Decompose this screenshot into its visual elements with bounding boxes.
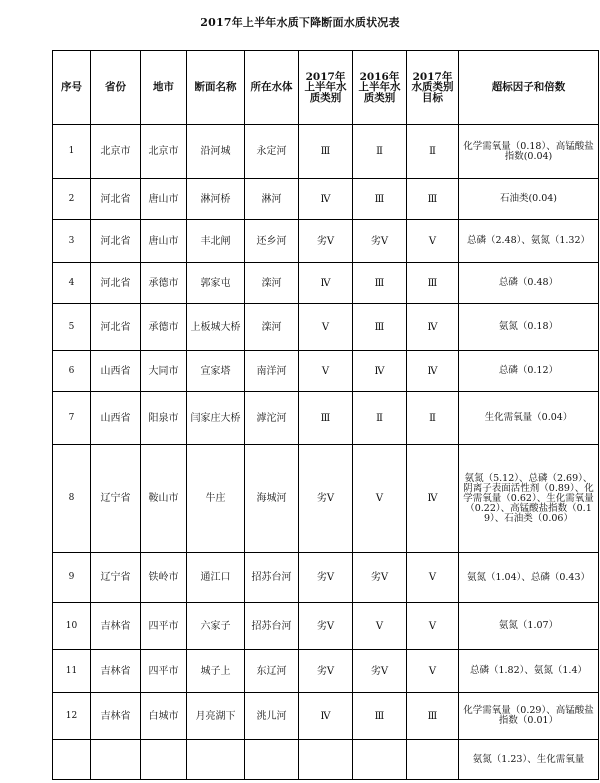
cell-section: 牛庄 (187, 445, 245, 553)
table-row (53, 603, 599, 650)
cell-q2017: 劣Ⅴ (299, 603, 353, 650)
header-section: 断面名称 (187, 51, 245, 125)
cell-target: Ⅱ (407, 125, 459, 179)
table-row (53, 445, 599, 553)
header-city: 地市 (141, 51, 187, 125)
cell-factors: 化学需氧量（0.29）、高锰酸盐指数（0.01） (459, 693, 599, 740)
table-row (53, 304, 599, 351)
cell-section: 城子上 (187, 650, 245, 693)
header-water: 所在水体 (245, 51, 299, 125)
cell-target: Ⅲ (407, 179, 459, 220)
cell-section: 月亮湖下 (187, 693, 245, 740)
cell-province: 吉林省 (91, 650, 141, 693)
cell-idx: 2 (53, 179, 91, 220)
cell-factors: 化学需氧量（0.18）、高锰酸盐指数(0.04) (459, 125, 599, 179)
cell-idx: 7 (53, 392, 91, 445)
header-idx: 序号 (53, 51, 91, 125)
cell-city: 白城市 (141, 693, 187, 740)
table-row (53, 553, 599, 603)
cell-water: 招苏台河 (245, 553, 299, 603)
cell-q2017: Ⅲ (299, 125, 353, 179)
cell-province: 河北省 (91, 220, 141, 263)
table-row (53, 650, 599, 693)
cell-section: 闫家庄大桥 (187, 392, 245, 445)
cell-factors: 石油类(0.04) (459, 179, 599, 220)
cell-q2016 (353, 740, 407, 780)
cell-q2016: Ⅱ (353, 125, 407, 179)
cell-idx: 11 (53, 650, 91, 693)
cell-q2016: Ⅳ (353, 351, 407, 392)
cell-province: 辽宁省 (91, 445, 141, 553)
cell-factors: 氨氮（1.07） (459, 603, 599, 650)
cell-q2016: Ⅲ (353, 263, 407, 304)
header-row (53, 51, 599, 125)
cell-water: 滦河 (245, 263, 299, 304)
cell-province: 吉林省 (91, 693, 141, 740)
cell-water: 东辽河 (245, 650, 299, 693)
header-q2017h1: 2017年上半年水质类别 (299, 51, 353, 125)
cell-q2016: Ⅲ (353, 179, 407, 220)
cell-target: Ⅳ (407, 351, 459, 392)
cell-province: 辽宁省 (91, 553, 141, 603)
cell-q2017: Ⅴ (299, 351, 353, 392)
cell-city: 承德市 (141, 263, 187, 304)
cell-section: 郭家屯 (187, 263, 245, 304)
cell-section: 上板城大桥 (187, 304, 245, 351)
cell-province: 北京市 (91, 125, 141, 179)
cell-water: 还乡河 (245, 220, 299, 263)
table-row (53, 693, 599, 740)
cell-factors: 总磷（1.82）、氨氮（1.4） (459, 650, 599, 693)
cell-q2016: Ⅲ (353, 304, 407, 351)
cell-factors: 氨氮（5.12）、总磷（2.69）、阴离子表面活性剂（0.89）、化学需氧量（0.62）、生化需氧量（0.22）、高锰酸盐指数（0.19）、石油类（0.06） (459, 445, 599, 553)
cell-target: Ⅲ (407, 263, 459, 304)
cell-province: 河北省 (91, 263, 141, 304)
cell-q2016: 劣Ⅴ (353, 650, 407, 693)
cell-target: Ⅴ (407, 220, 459, 263)
cell-q2017: 劣Ⅴ (299, 220, 353, 263)
cell-section: 沿河城 (187, 125, 245, 179)
cell-target: Ⅴ (407, 650, 459, 693)
table-row (53, 179, 599, 220)
cell-idx: 5 (53, 304, 91, 351)
cell-q2016: Ⅴ (353, 445, 407, 553)
cell-water: 招苏台河 (245, 603, 299, 650)
cell-city: 唐山市 (141, 179, 187, 220)
water-quality-table (52, 50, 599, 780)
table-title: 2017年上半年水质下降断面水质状况表 (200, 16, 400, 29)
cell-idx (53, 740, 91, 780)
cell-q2016: Ⅴ (353, 603, 407, 650)
cell-target: Ⅳ (407, 304, 459, 351)
cell-city: 唐山市 (141, 220, 187, 263)
cell-city: 承德市 (141, 304, 187, 351)
table-row (53, 392, 599, 445)
cell-idx: 12 (53, 693, 91, 740)
cell-idx: 9 (53, 553, 91, 603)
cell-q2017: 劣Ⅴ (299, 553, 353, 603)
cell-q2016: Ⅲ (353, 693, 407, 740)
cell-factors: 氨氮（1.04）、总磷（0.43） (459, 553, 599, 603)
cell-province: 河北省 (91, 304, 141, 351)
cell-idx: 6 (53, 351, 91, 392)
cell-target (407, 740, 459, 780)
cell-city: 四平市 (141, 650, 187, 693)
cell-water: 海城河 (245, 445, 299, 553)
header-factors: 超标因子和倍数 (459, 51, 599, 125)
cell-province (91, 740, 141, 780)
table-row (53, 740, 599, 780)
cell-city: 大同市 (141, 351, 187, 392)
header-province: 省份 (91, 51, 141, 125)
cell-section: 淋河桥 (187, 179, 245, 220)
cell-target: Ⅳ (407, 445, 459, 553)
cell-factors: 总磷（2.48）、氨氮（1.32） (459, 220, 599, 263)
cell-q2017: Ⅳ (299, 179, 353, 220)
cell-water: 洮儿河 (245, 693, 299, 740)
cell-province: 山西省 (91, 351, 141, 392)
cell-factors: 总磷（0.48） (459, 263, 599, 304)
cell-city (141, 740, 187, 780)
cell-water: 永定河 (245, 125, 299, 179)
cell-idx: 1 (53, 125, 91, 179)
table-row (53, 263, 599, 304)
cell-target: Ⅲ (407, 693, 459, 740)
cell-section: 通江口 (187, 553, 245, 603)
cell-q2016: 劣Ⅴ (353, 553, 407, 603)
cell-section (187, 740, 245, 780)
cell-province: 山西省 (91, 392, 141, 445)
cell-factors: 氨氮（1.23）、生化需氧量 (459, 740, 599, 780)
cell-factors: 氨氮（0.18） (459, 304, 599, 351)
cell-water: 南洋河 (245, 351, 299, 392)
cell-q2016: 劣Ⅴ (353, 220, 407, 263)
cell-province: 吉林省 (91, 603, 141, 650)
cell-target: Ⅴ (407, 603, 459, 650)
cell-idx: 4 (53, 263, 91, 304)
cell-water: 淋河 (245, 179, 299, 220)
cell-q2017: Ⅳ (299, 263, 353, 304)
cell-idx: 10 (53, 603, 91, 650)
cell-q2016: Ⅱ (353, 392, 407, 445)
cell-section: 六家子 (187, 603, 245, 650)
cell-idx: 3 (53, 220, 91, 263)
cell-city: 北京市 (141, 125, 187, 179)
cell-target: Ⅱ (407, 392, 459, 445)
cell-q2017 (299, 740, 353, 780)
cell-idx: 8 (53, 445, 91, 553)
cell-water: 滹沱河 (245, 392, 299, 445)
cell-section: 丰北闸 (187, 220, 245, 263)
cell-factors: 生化需氧量（0.04） (459, 392, 599, 445)
cell-q2017: 劣Ⅴ (299, 650, 353, 693)
cell-section: 宣家塔 (187, 351, 245, 392)
cell-city: 铁岭市 (141, 553, 187, 603)
table-row (53, 351, 599, 392)
cell-city: 四平市 (141, 603, 187, 650)
cell-province: 河北省 (91, 179, 141, 220)
cell-q2017: Ⅴ (299, 304, 353, 351)
header-q2016h1: 2016年上半年水质类别 (353, 51, 407, 125)
cell-target: Ⅴ (407, 553, 459, 603)
cell-q2017: 劣Ⅴ (299, 445, 353, 553)
table-row (53, 220, 599, 263)
header-target2017: 2017年水质类别目标 (407, 51, 459, 125)
cell-city: 鞍山市 (141, 445, 187, 553)
cell-factors: 总磷（0.12） (459, 351, 599, 392)
cell-water (245, 740, 299, 780)
cell-q2017: Ⅲ (299, 392, 353, 445)
cell-q2017: Ⅳ (299, 693, 353, 740)
cell-water: 滦河 (245, 304, 299, 351)
cell-city: 阳泉市 (141, 392, 187, 445)
table-row (53, 125, 599, 179)
